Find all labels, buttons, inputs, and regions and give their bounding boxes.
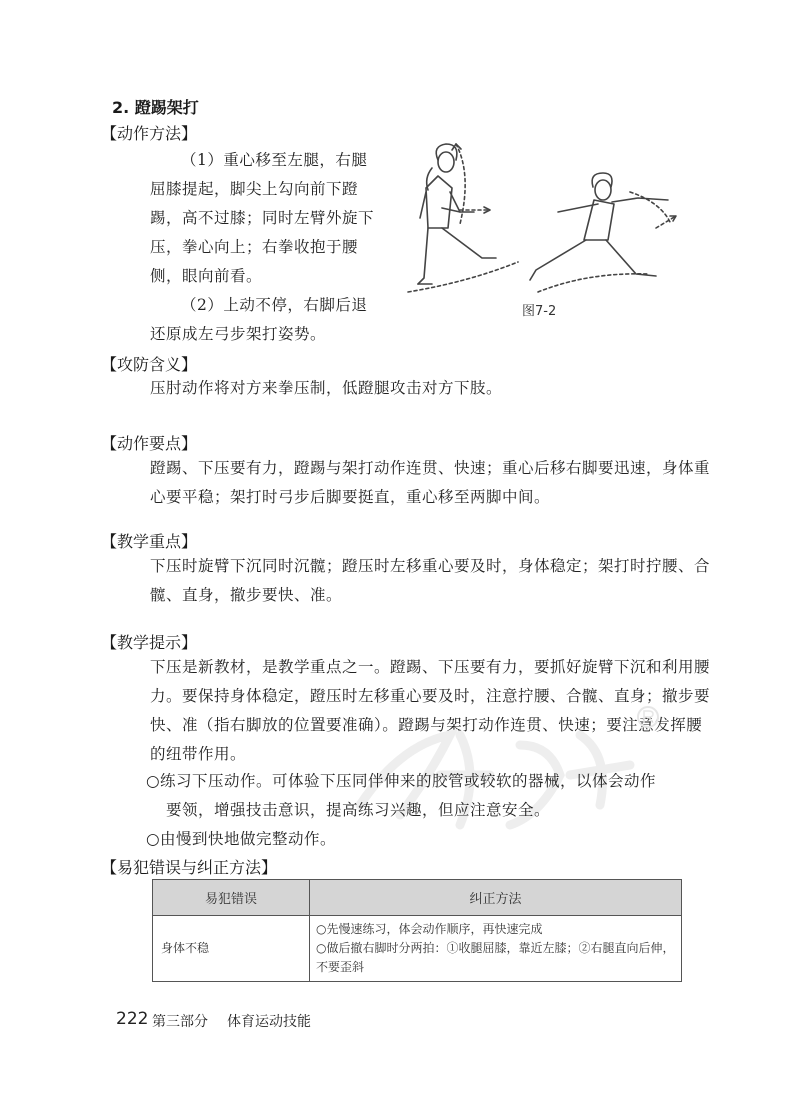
method-para-2: （2）上动不停，右脚后退还原成左弓步架打姿势。 <box>150 296 368 343</box>
heading-tips: 【教学提示】 <box>101 633 198 652</box>
col-header-error: 易犯错误 <box>153 880 310 916</box>
keypoints-text: 蹬踢、下压要有力，蹬踢与架打动作连贯、快速；重心后移右脚要迅速，身体重心要平稳；架打时弓步后脚要挺直，重心移至两脚中间。 <box>150 459 711 506</box>
attack-text: 压肘动作将对方来拳压制，低蹬腿攻击对方下肢。 <box>150 379 503 397</box>
col-header-fix: 纠正方法 <box>310 880 682 916</box>
fix-line-2: ○做后撤右脚时分两拍：①收腿屈膝，靠近左膝；②右腿直向后伸，不要歪斜 <box>316 941 675 974</box>
tips-bullet-2: ○由慢到快地做完整动作。 <box>146 830 337 848</box>
tips-bullet-1 <box>146 767 712 825</box>
heading-errors: 【易犯错误与纠正方法】 <box>101 858 278 877</box>
page-number: 222 <box>116 1009 149 1029</box>
footer-part: 第三部分 <box>152 1014 208 1030</box>
section-title: 2. 蹬踢架打 <box>112 98 199 117</box>
fix-line-1: ○先慢速练习，体会动作顺序，再快速完成 <box>316 922 543 936</box>
error-cell: 身体不稳 <box>153 916 310 982</box>
heading-keypoints: 【动作要点】 <box>101 434 198 453</box>
heading-attack: 【攻防含义】 <box>101 355 198 374</box>
tips-bullet-1-line-a: ○练习下压动作。可体验下压同伴伸来的胶管或较软的器械，以体会动作 <box>146 772 657 790</box>
fix-cell <box>310 916 682 982</box>
footer-title: 体育运动技能 <box>227 1014 311 1030</box>
heading-method: 【动作方法】 <box>101 124 198 143</box>
errors-table <box>152 879 682 982</box>
method-para-1: （1）重心移至左腿，右腿屈膝提起，脚尖上勾向前下蹬踢，高不过膝；同时左臂外旋下压，拳心向上；右拳收抱于腰侧，眼向前看。 <box>150 151 375 285</box>
figure-illustration <box>398 132 698 302</box>
heading-focus: 【教学重点】 <box>101 532 198 551</box>
focus-text: 下压时旋臂下沉同时沉髋；蹬压时左移重心要及时，身体稳定；架打时拧腰、合髋、直身，撤步要快、准。 <box>150 557 711 604</box>
tips-bullet-1-line-b: 要领，增强技击意识，提高练习兴趣，但应注意安全。 <box>166 801 551 819</box>
method-text <box>150 146 378 349</box>
errors-table-header <box>153 880 682 916</box>
figure-caption: 图7-2 <box>522 304 557 319</box>
tips-text: 下压是新教材，是教学重点之一。蹬踢、下压要有力，要抓好旋臂下沉和利用腰力。要保持身体稳定，蹬压时左移重心要及时，注意拧腰、合髋、直身；撤步要快、准（指右脚放的位置要准确）。蹬踢与架打动作连贯、快速；要注意发挥腰的纽带作用。 <box>150 658 711 763</box>
table-row <box>153 916 682 982</box>
